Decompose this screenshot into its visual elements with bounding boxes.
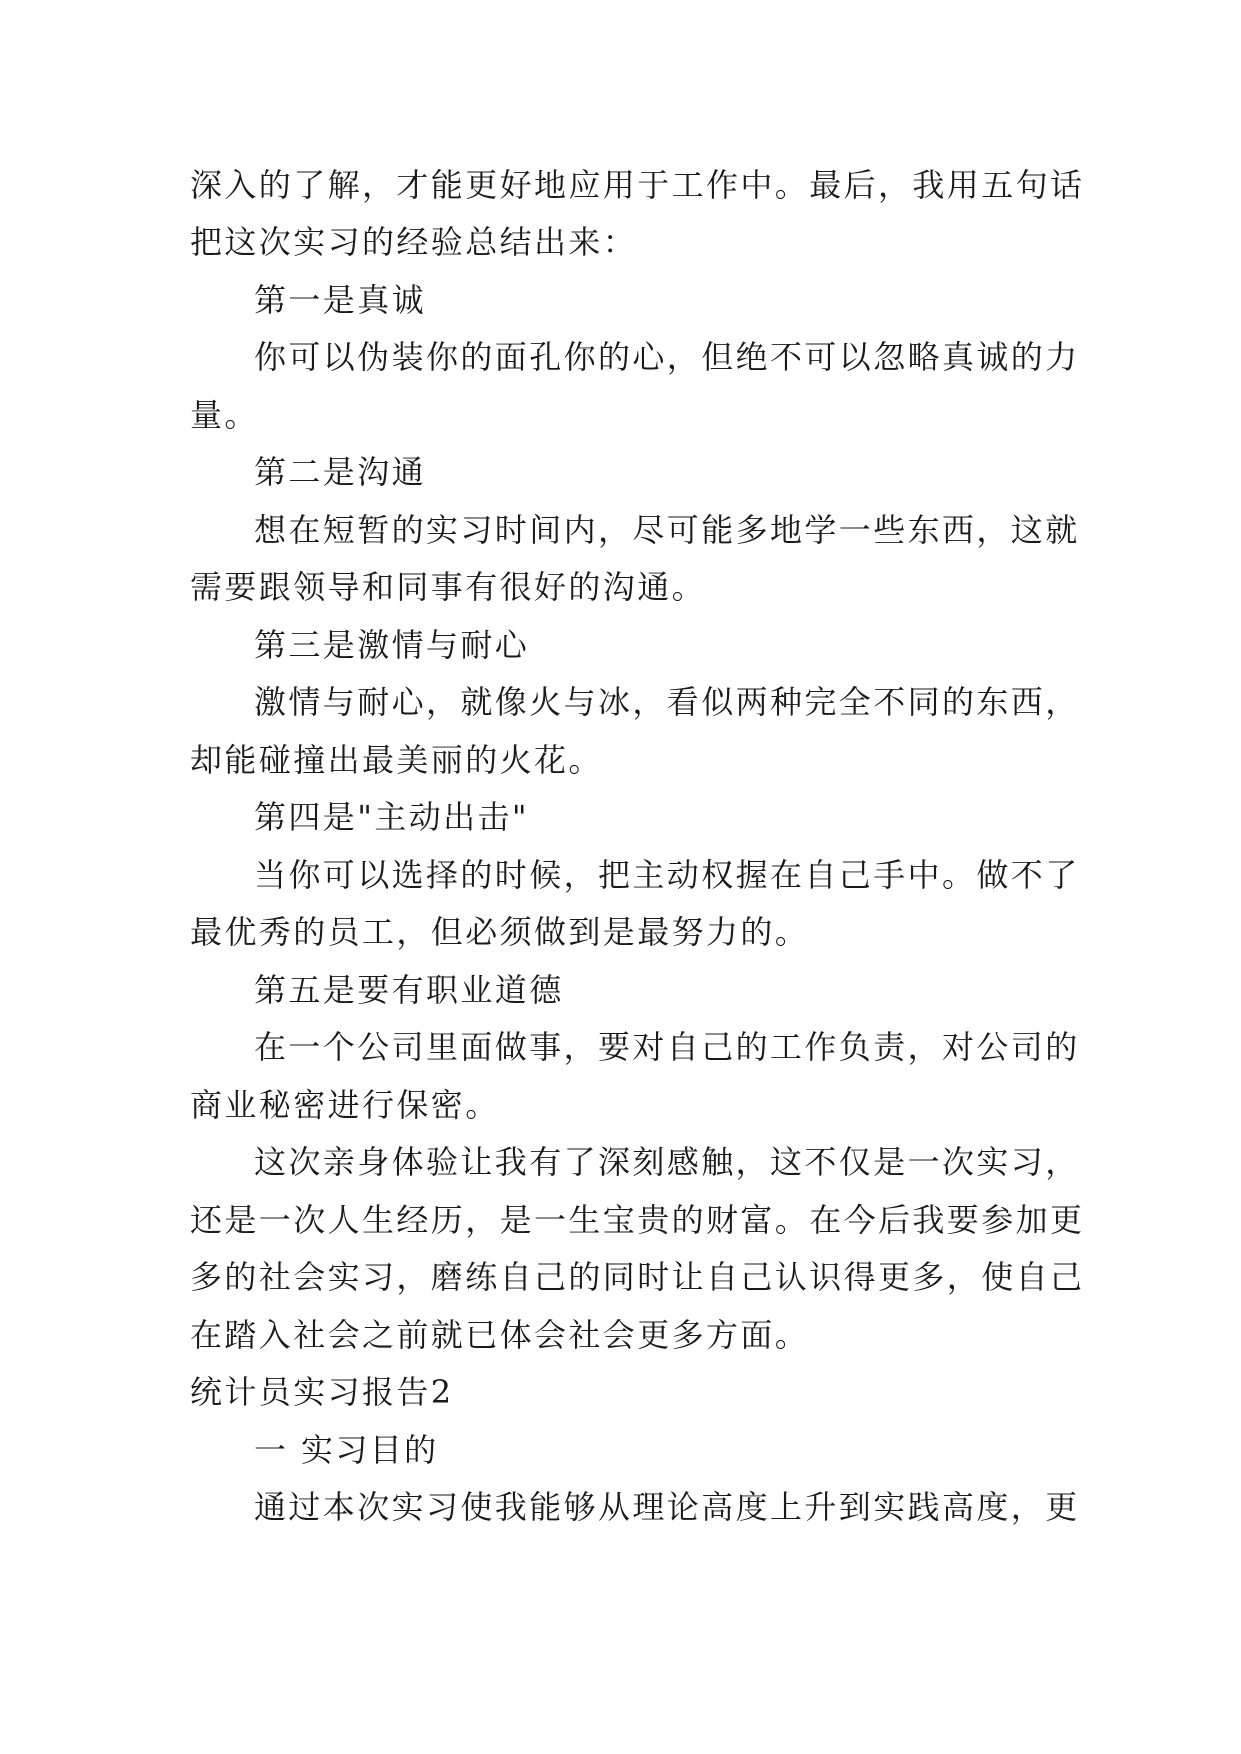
paragraph-line: 在踏入社会之前就已体会社会更多方面。 bbox=[190, 1316, 810, 1354]
paragraph-line: 商业秘密进行保密。 bbox=[190, 1086, 500, 1124]
paragraph-line: 在一个公司里面做事，要对自己的工作负责，对公司的 bbox=[254, 1028, 1080, 1066]
paragraph-line: 通过本次实习使我能够从理论高度上升到实践高度，更 bbox=[254, 1488, 1080, 1526]
section-heading-purpose: 一 实习目的 bbox=[254, 1431, 439, 1469]
section-heading-initiative: 第四是"主动出击" bbox=[254, 798, 530, 836]
paragraph-line: 多的社会实习，磨练自己的同时让自己认识得更多，使自己 bbox=[190, 1258, 1085, 1296]
section-heading-sincerity: 第一是真诚 bbox=[254, 281, 427, 319]
paragraph-line: 激情与耐心，就像火与冰，看似两种完全不同的东西， bbox=[254, 683, 1080, 721]
paragraph-line: 量。 bbox=[190, 396, 259, 434]
section-heading-passion-patience: 第三是激情与耐心 bbox=[254, 626, 530, 664]
paragraph-line: 最优秀的员工，但必须做到是最努力的。 bbox=[190, 913, 810, 951]
paragraph-line: 当你可以选择的时候，把主动权握在自己手中。做不了 bbox=[254, 856, 1080, 894]
paragraph-line: 深入的了解，才能更好地应用于工作中。最后，我用五句话 bbox=[190, 166, 1085, 204]
paragraph-line: 这次亲身体验让我有了深刻感触，这不仅是一次实习， bbox=[254, 1143, 1080, 1181]
paragraph-line: 需要跟领导和同事有很好的沟通。 bbox=[190, 568, 707, 606]
paragraph-line: 还是一次人生经历，是一生宝贵的财富。在今后我要参加更 bbox=[190, 1201, 1085, 1239]
paragraph-line: 你可以伪装你的面孔你的心，但绝不可以忽略真诚的力 bbox=[254, 338, 1080, 376]
report-title: 统计员实习报告2 bbox=[190, 1373, 454, 1411]
paragraph-line: 想在短暂的实习时间内，尽可能多地学一些东西，这就 bbox=[254, 511, 1080, 549]
section-heading-communication: 第二是沟通 bbox=[254, 453, 427, 491]
paragraph-line: 把这次实习的经验总结出来： bbox=[190, 223, 638, 261]
section-heading-ethics: 第五是要有职业道德 bbox=[254, 971, 564, 1009]
paragraph-line: 却能碰撞出最美丽的火花。 bbox=[190, 741, 603, 779]
